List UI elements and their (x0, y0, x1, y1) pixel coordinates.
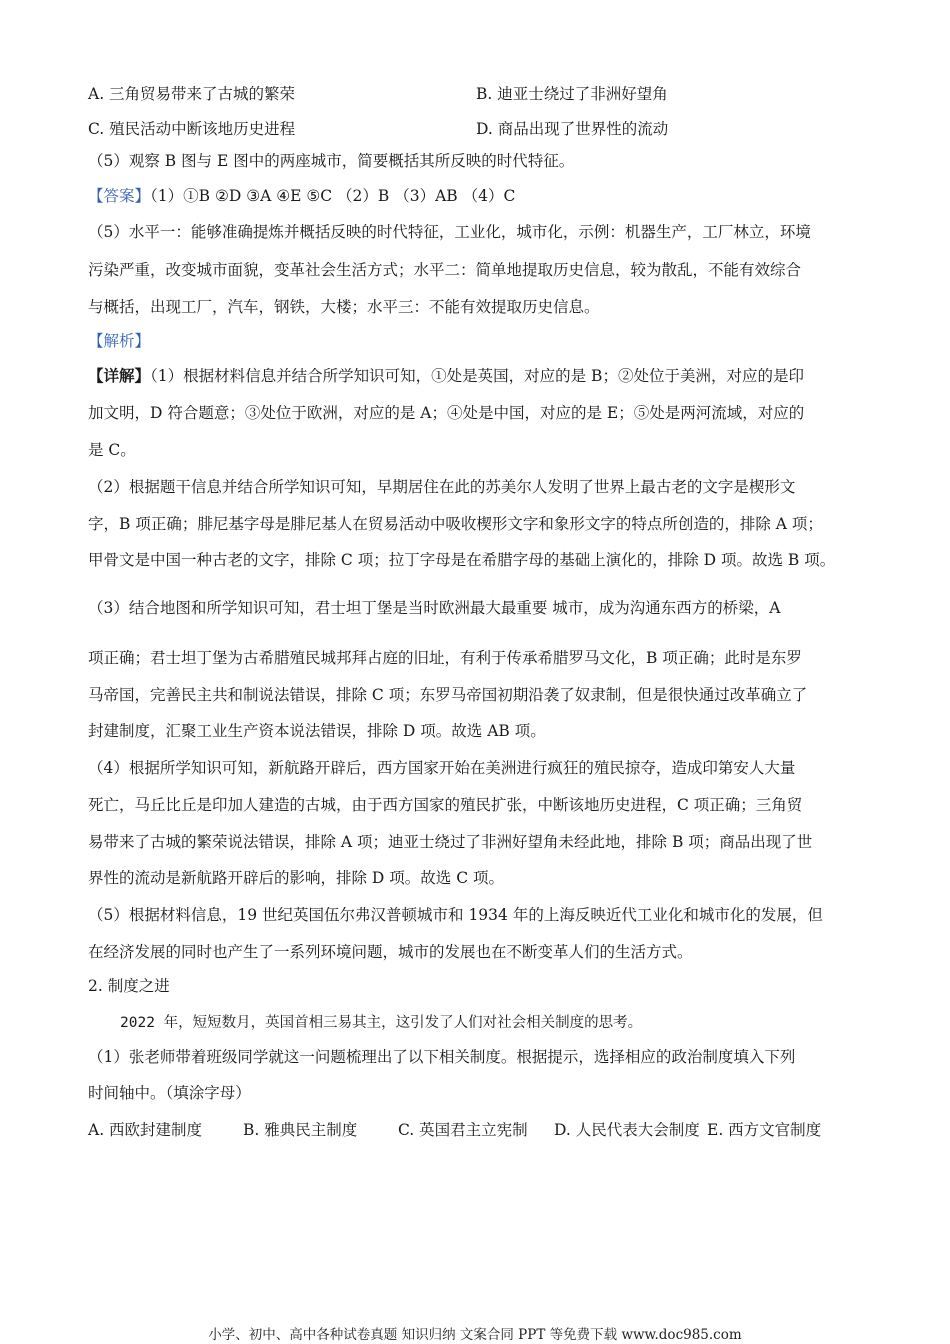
detail-tag: 【详解】 (88, 366, 151, 385)
detail-line: 马帝国，完善民主共和制说法错误，排除 C 项；东罗马帝国初期沿袭了奴隶制，但是很快通过改革确立了 (88, 686, 808, 704)
answer-text: （1）①B ②D ③A ④E ⑤C （2）B （3）AB （4）C (150, 187, 516, 205)
detail-line: 封建制度，汇聚工业生产资本说法错误，排除 D 项。故选 AB 项。 (88, 722, 546, 740)
answer-tag: 【答案】 (88, 187, 151, 205)
detail-text: （1）根据材料信息并结合所学知识可知，①处是英国，对应的是 B；②处位于美洲，对应的是印 (150, 367, 804, 385)
detail-line: 是 C。 (88, 441, 136, 459)
page-footer: 小学、初中、高中各种试卷真题 知识归纳 文案合同 PPT 等免费下载 www.doc985.com (208, 1327, 742, 1343)
section-2-title: 2. 制度之进 (88, 977, 170, 995)
detail-line: （3）结合地图和所学知识可知，君士坦丁堡是当时欧洲最大最重要 城市，成为沟通东西方的桥梁，A (88, 599, 781, 617)
analysis-tag: 【解析】 (88, 332, 151, 350)
option-d: D. 商品出现了世界性的流动 (476, 120, 669, 138)
option-b: B. 迪亚士绕过了非洲好望角 (476, 85, 668, 103)
detail-line: 死亡，马丘比丘是印加人建造的古城，由于西方国家的殖民扩张，中断该地历史进程，C 项正确；三角贸 (88, 796, 803, 814)
detail-line: 甲骨文是中国一种古老的文字，排除 C 项；拉丁字母是在希腊字母的基础上演化的，排除 D 项。故选 B 项。 (88, 551, 836, 569)
section-2-question: （1）张老师带着班级同学就这一问题梳理出了以下相关制度。根据提示，选择相应的政治制度填入下列 (88, 1048, 796, 1066)
detail-line: 加文明，D 符合题意；③处位于欧洲，对应的是 A；④处是中国，对应的是 E；⑤处是两河流域，对应的 (88, 404, 805, 422)
option-c: C. 英国君主立宪制 (398, 1121, 528, 1139)
option-b: B. 雅典民主制度 (243, 1121, 358, 1139)
detail-line: 字，B 项正确；腓尼基字母是腓尼基人在贸易活动中吸收楔形文字和象形文字的特点所创造的，排除 A 项； (88, 515, 823, 533)
detail-line: 界性的流动是新航路开辟后的影响，排除 D 项。故选 C 项。 (88, 869, 504, 887)
answer-level-line: 污染严重，改变城市面貌，变革社会生活方式；水平二：简单地提取历史信息，较为散乱，不能有效综合 (88, 261, 802, 279)
detail-line: （5）根据材料信息，19 世纪英国伍尔弗汉普顿城市和 1934 年的上海反映近代工业化和城市化的发展，但 (88, 906, 823, 924)
detail-line: 易带来了古城的繁荣说法错误，排除 A 项；迪亚士绕过了非洲好望角未经此地，排除 B 项；商品出现了世 (88, 833, 813, 851)
detail-line: （2）根据题干信息并结合所学知识可知，早期居住在此的苏美尔人发明了世界上最古老的文字是楔形文 (88, 478, 796, 496)
detail-line: 在经济发展的同时也产生了一系列环境问题，城市的发展也在不断变革人们的生活方式。 (88, 943, 693, 961)
answer-level-line: （5）水平一：能够准确提炼并概括反映的时代特征，工业化，城市化，示例：机器生产，工厂林立，环境 (88, 223, 811, 241)
question-5: （5）观察 B 图与 E 图中的两座城市，简要概括其所反映的时代特征。 (88, 152, 575, 170)
answer-level-line: 与概括，出现工厂，汽车，钢铁，大楼；水平三：不能有效提取历史信息。 (88, 298, 600, 316)
option-d: D. 人民代表大会制度 (554, 1121, 700, 1139)
detail-line: （4）根据所学知识可知，新航路开辟后，西方国家开始在美洲进行疯狂的殖民掠夺，造成印第安人大量 (88, 759, 796, 777)
option-a: A. 西欧封建制度 (88, 1121, 203, 1139)
document-page (88, 0, 878, 1344)
answer-line (88, 186, 515, 206)
section-2-question: 时间轴中。（填涂字母） (88, 1084, 251, 1102)
option-a: A. 三角贸易带来了古城的繁荣 (88, 85, 296, 103)
option-e: E. 西方文官制度 (707, 1121, 822, 1139)
section-2-intro: 2022 年，短短数月，英国首相三易其主，这引发了人们对社会相关制度的思考。 (120, 1015, 643, 1031)
option-c: C. 殖民活动中断该地历史进程 (88, 120, 296, 138)
detail-line: 项正确；君士坦丁堡为古希腊殖民城邦拜占庭的旧址，有利于传承希腊罗马文化，B 项正确；此时是东罗 (88, 649, 802, 667)
detail-line (88, 366, 804, 386)
